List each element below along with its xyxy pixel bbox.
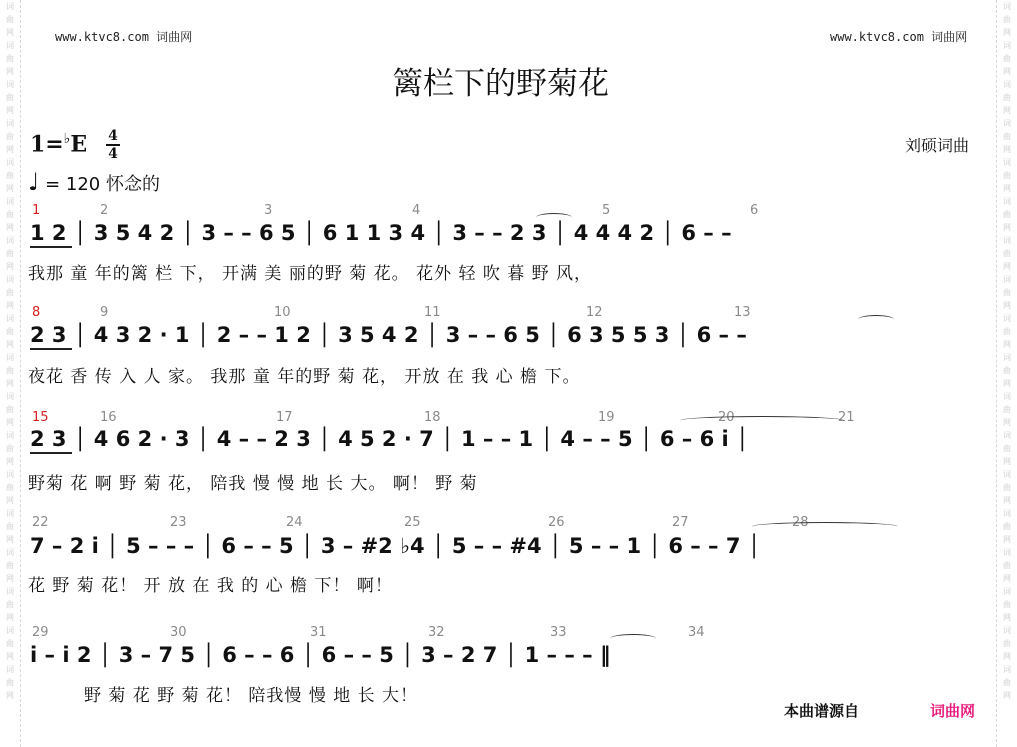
measure-number: 29 [32, 625, 49, 640]
time-bottom: 4 [108, 146, 118, 162]
measure-number: 16 [100, 410, 117, 425]
beam-line [30, 246, 72, 248]
site-url-right[interactable]: www.ktvc8.com 词曲网 [830, 30, 968, 44]
watermark-char: 网 [6, 691, 14, 700]
watermark-char: 曲 [6, 483, 14, 492]
measure-number: 34 [688, 625, 705, 640]
measure-number: 5 [602, 203, 611, 218]
measure-number: 26 [548, 515, 565, 530]
watermark-char: 词 [1003, 626, 1011, 635]
tempo-value: = 120 [45, 174, 101, 195]
tie-slur [752, 522, 898, 531]
watermark-char: 网 [6, 301, 14, 310]
watermark-char: 网 [6, 106, 14, 115]
source-label: 本曲谱源自 [784, 702, 860, 720]
right-watermark-strip [996, 0, 1017, 747]
watermark-char: 网 [1003, 574, 1011, 583]
watermark-char: 词 [6, 353, 14, 362]
watermark-char: 网 [1003, 184, 1011, 193]
watermark-char: 网 [1003, 652, 1011, 661]
left-watermark-strip [0, 0, 21, 747]
watermark-char: 曲 [6, 639, 14, 648]
watermark-char: 词 [1003, 665, 1011, 674]
watermark-char: 词 [1003, 2, 1011, 11]
watermark-char: 曲 [1003, 639, 1011, 648]
source-brand-link[interactable]: 词曲网 [930, 702, 976, 720]
watermark-char: 网 [1003, 223, 1011, 232]
watermark-char: 曲 [1003, 288, 1011, 297]
watermark-char: 曲 [6, 678, 14, 687]
watermark-char: 网 [1003, 457, 1011, 466]
tempo-mood: 怀念的 [105, 174, 160, 195]
measure-number: 27 [672, 515, 689, 530]
watermark-char: 曲 [6, 522, 14, 531]
watermark-char: 曲 [6, 288, 14, 297]
watermark-char: 网 [6, 574, 14, 583]
watermark-char: 词 [1003, 275, 1011, 284]
page-title: 篱栏下的野菊花 [392, 66, 609, 102]
watermark-char: 词 [1003, 80, 1011, 89]
key-signature [30, 131, 87, 157]
watermark-char: 曲 [6, 171, 14, 180]
watermark-char: 词 [6, 2, 14, 11]
watermark-char: 词 [6, 158, 14, 167]
watermark-char: 曲 [1003, 54, 1011, 63]
watermark-char: 词 [6, 587, 14, 596]
watermark-char: 曲 [1003, 678, 1011, 687]
notation-line: i – i 2 │ 3 – 7 5 │ 6 – – 6 │ 6 – – 5 │ 3 – 2 7 │ 1 – – – ‖ [30, 643, 611, 667]
watermark-char: 曲 [1003, 444, 1011, 453]
watermark-char: 词 [6, 509, 14, 518]
measure-number: 33 [550, 625, 567, 640]
measure-number: 22 [32, 515, 49, 530]
watermark-char: 词 [6, 41, 14, 50]
site-url-left[interactable]: www.ktvc8.com 词曲网 [55, 30, 193, 44]
watermark-char: 网 [6, 535, 14, 544]
watermark-char: 曲 [6, 444, 14, 453]
watermark-char: 曲 [1003, 366, 1011, 375]
watermark-char: 曲 [6, 600, 14, 609]
watermark-char: 网 [1003, 418, 1011, 427]
measure-number: 18 [424, 410, 441, 425]
measure-number: 23 [170, 515, 187, 530]
watermark-char: 网 [1003, 535, 1011, 544]
measure-number: 2 [100, 203, 109, 218]
watermark-char: 网 [6, 379, 14, 388]
measure-number: 17 [276, 410, 293, 425]
watermark-char: 曲 [1003, 171, 1011, 180]
watermark-char: 曲 [6, 327, 14, 336]
watermark-char: 网 [1003, 301, 1011, 310]
time-top: 4 [108, 128, 118, 144]
key-prefix: 1= [30, 131, 64, 158]
watermark-char: 网 [6, 262, 14, 271]
lyrics-line: 夜花 香 传 入 人 家。 我那 童 年的野 菊 花， 开放 在 我 心 檐 下。 [28, 367, 581, 387]
key-note: E [70, 131, 88, 158]
watermark-char: 网 [1003, 262, 1011, 271]
lyrics-line: 野菊 花 啊 野 菊 花， 陪我 慢 慢 地 长 大。 啊！ 野 菊 [28, 474, 478, 494]
watermark-char: 网 [1003, 340, 1011, 349]
beam-line [30, 348, 72, 350]
measure-number: 31 [310, 625, 327, 640]
watermark-char: 曲 [1003, 327, 1011, 336]
flat-sign: ♭ [63, 131, 71, 147]
watermark-char: 曲 [1003, 522, 1011, 531]
watermark-char: 网 [6, 28, 14, 37]
watermark-char: 词 [6, 119, 14, 128]
watermark-char: 词 [6, 80, 14, 89]
watermark-char: 网 [6, 223, 14, 232]
watermark-char: 词 [1003, 41, 1011, 50]
watermark-char: 曲 [6, 210, 14, 219]
watermark-char: 曲 [6, 366, 14, 375]
beam-line [30, 452, 72, 454]
measure-number: 6 [750, 203, 759, 218]
notation-line: 2 3 │ 4 3 2 · 1 │ 2 – – 1 2 │ 3 5 4 2 │ 3 – – 6 5 │ 6 3 5 5 3 │ 6 – – [30, 323, 747, 347]
tempo-marking [28, 168, 160, 196]
notation-line: 2 3 │ 4 6 2 · 3 │ 4 – – 2 3 │ 4 5 2 · 7 │ 1 – – 1 │ 4 – – 5 │ 6 – 6 i │ [30, 427, 749, 451]
watermark-char: 词 [6, 392, 14, 401]
tie-slur [680, 416, 844, 425]
watermark-char: 曲 [6, 132, 14, 141]
measure-number: 13 [734, 305, 751, 320]
measure-number: 30 [170, 625, 187, 640]
measure-number: 20 [718, 410, 735, 425]
watermark-char: 曲 [6, 249, 14, 258]
measure-number: 8 [32, 305, 41, 320]
watermark-char: 网 [6, 184, 14, 193]
watermark-char: 曲 [1003, 15, 1011, 24]
watermark-char: 网 [6, 652, 14, 661]
watermark-char: 曲 [1003, 93, 1011, 102]
measure-number: 19 [598, 410, 615, 425]
watermark-char: 曲 [1003, 561, 1011, 570]
time-signature [106, 129, 120, 161]
watermark-char: 词 [1003, 158, 1011, 167]
watermark-char: 网 [1003, 67, 1011, 76]
watermark-char: 词 [1003, 587, 1011, 596]
watermark-char: 网 [6, 340, 14, 349]
watermark-char: 网 [6, 457, 14, 466]
watermark-char: 曲 [1003, 210, 1011, 219]
watermark-char: 网 [1003, 106, 1011, 115]
watermark-char: 曲 [1003, 600, 1011, 609]
measure-number: 1 [32, 203, 41, 218]
quarter-note-icon: ♩ [28, 168, 40, 196]
watermark-char: 词 [1003, 392, 1011, 401]
watermark-char: 曲 [6, 15, 14, 24]
watermark-char: 曲 [6, 93, 14, 102]
watermark-char: 词 [6, 236, 14, 245]
watermark-char: 网 [1003, 145, 1011, 154]
watermark-char: 词 [1003, 119, 1011, 128]
lyrics-line: 野 菊 花 野 菊 花！ 陪我慢 慢 地 长 大！ [84, 686, 419, 706]
watermark-char: 词 [1003, 353, 1011, 362]
watermark-char: 网 [1003, 691, 1011, 700]
watermark-char: 网 [1003, 496, 1011, 505]
measure-number: 24 [286, 515, 303, 530]
watermark-char: 词 [1003, 431, 1011, 440]
watermark-char: 曲 [1003, 249, 1011, 258]
watermark-char: 网 [6, 145, 14, 154]
measure-number: 21 [838, 410, 855, 425]
watermark-char: 曲 [1003, 405, 1011, 414]
watermark-char: 词 [6, 197, 14, 206]
tie-slur [858, 315, 894, 324]
watermark-char: 曲 [6, 561, 14, 570]
measure-number: 15 [32, 410, 49, 425]
watermark-char: 词 [1003, 197, 1011, 206]
measure-number: 25 [404, 515, 421, 530]
watermark-char: 网 [6, 496, 14, 505]
watermark-char: 网 [6, 418, 14, 427]
measure-number: 28 [792, 515, 809, 530]
measure-number: 32 [428, 625, 445, 640]
watermark-char: 曲 [1003, 483, 1011, 492]
measure-number: 3 [264, 203, 273, 218]
watermark-char: 词 [6, 431, 14, 440]
watermark-char: 词 [1003, 509, 1011, 518]
watermark-char: 词 [6, 548, 14, 557]
measure-number: 9 [100, 305, 109, 320]
watermark-char: 词 [1003, 314, 1011, 323]
watermark-char: 曲 [1003, 132, 1011, 141]
measure-number: 10 [274, 305, 291, 320]
watermark-char: 词 [6, 275, 14, 284]
watermark-char: 词 [6, 665, 14, 674]
tie-slur [536, 213, 572, 222]
watermark-char: 词 [6, 470, 14, 479]
watermark-char: 词 [1003, 470, 1011, 479]
measure-number: 11 [424, 305, 441, 320]
watermark-char: 词 [1003, 548, 1011, 557]
watermark-char: 网 [1003, 28, 1011, 37]
watermark-char: 网 [6, 67, 14, 76]
watermark-char: 网 [1003, 613, 1011, 622]
watermark-char: 词 [6, 314, 14, 323]
measure-number: 12 [586, 305, 603, 320]
measure-number: 4 [412, 203, 421, 218]
notation-line: 7 – 2 i │ 5 – – – │ 6 – – 5 │ 3 – #2 ♭4 │ 5 – – #4 │ 5 – – 1 │ 6 – – 7 │ [30, 534, 761, 558]
watermark-char: 曲 [6, 54, 14, 63]
composer-credit: 刘硕词曲 [905, 136, 970, 155]
watermark-char: 网 [1003, 379, 1011, 388]
watermark-char: 网 [6, 613, 14, 622]
watermark-char: 词 [6, 626, 14, 635]
lyrics-line: 我那 童 年的篱 栏 下， 开满 美 丽的野 菊 花。 花外 轻 吹 暮 野 风， [28, 264, 593, 284]
watermark-char: 曲 [6, 405, 14, 414]
lyrics-line: 花 野 菊 花！ 开 放 在 我 的 心 檐 下！ 啊！ [28, 576, 393, 596]
watermark-char: 词 [1003, 236, 1011, 245]
notation-line: 1 2 │ 3 5 4 2 │ 3 – – 6 5 │ 6 1 1 3 4 │ 3 – – 2 3 │ 4 4 4 2 │ 6 – – [30, 221, 732, 245]
tie-slur [610, 634, 656, 643]
